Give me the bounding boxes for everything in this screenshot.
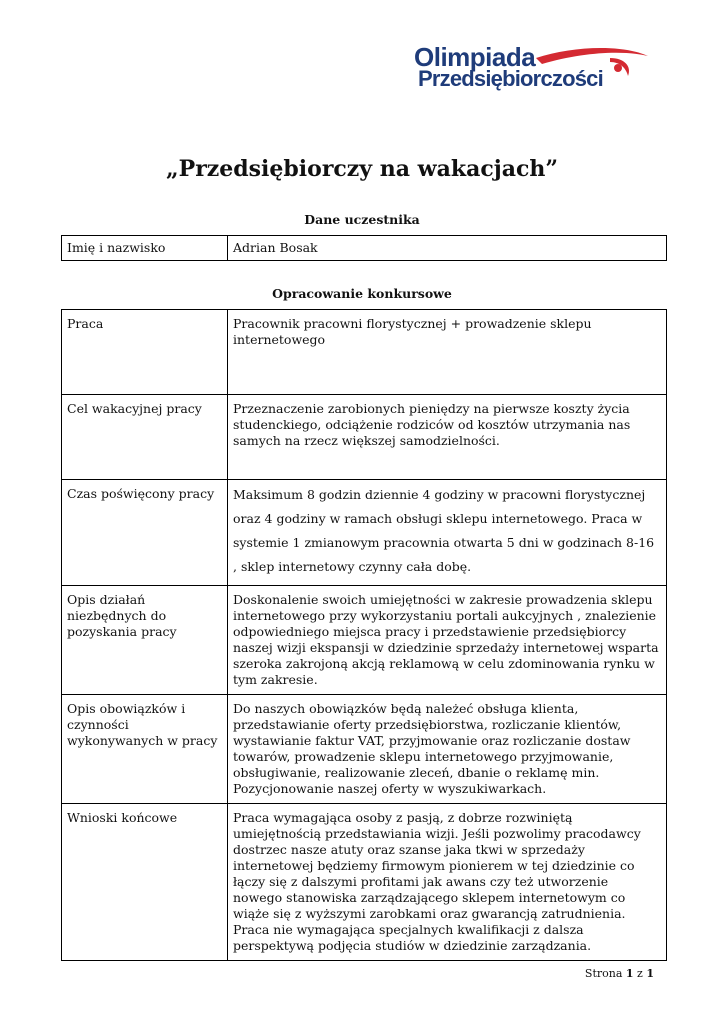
table-row [62,480,667,586]
page-title: „Przedsiębiorczy na wakacjach” [166,156,558,182]
table-row [62,695,667,804]
table-row [62,236,667,261]
table-row [62,310,667,395]
contest-table [61,309,667,961]
footer-sep: z [637,967,643,980]
table-row [62,804,667,961]
contest-heading: Opracowanie konkursowe [272,286,452,301]
row-value-opis-dzialan: Doskonalenie swoich umiejętności w zakresie prowadzenia sklepu internetowego przy wykorzystaniu portali aukcyjnych , znalezienie odpowiedniego miejsca pracy i przedstawienie przedsiębiorcy naszej wizji ekspansji w dziedzinie sprzedaży internetowej wsparta szeroka zakrojoną akcją reklamową w celu zdominowania rynku w tym zakresie. [228,586,667,695]
footer-total: 1 [646,967,654,980]
row-label-cel: Cel wakacyjnej pracy [62,395,228,480]
logo-text-line1: Olimpiada [414,42,536,72]
row-value-czas: Maksimum 8 godzin dziennie 4 godziny w pracowni florystycznej oraz 4 godziny w ramach obsługi sklepu internetowego. Praca w systemie 1 zmianowym pracownia otwarta 5 dni w godzinach 8-16 , sklep internetowy czynny cała dobę. [228,480,667,586]
logo-text-line2: Przedsiębiorczości [418,66,603,91]
participant-table [61,235,667,261]
participant-label: Imię i nazwisko [62,236,228,261]
participant-heading: Dane uczestnika [304,212,420,227]
row-label-praca: Praca [62,310,228,395]
row-value-praca: Pracownik pracowni florystycznej + prowadzenie sklepu internetowego [228,310,667,395]
participant-value: Adrian Bosak [228,236,667,261]
footer-prefix: Strona [584,967,623,980]
row-label-czas: Czas poświęcony pracy [62,480,228,586]
page-footer [585,967,654,980]
row-label-opis-dzialan: Opis działań niezbędnych do pozyskania pracy [62,586,228,695]
row-label-wnioski: Wnioski końcowe [62,804,228,961]
footer-page: 1 [625,967,634,980]
row-value-wnioski: Praca wymagająca osoby z pasją, z dobrze rozwiniętą umiejętnością przedstawiania wizji. Jeśli pozwolimy pracodawcy dostrzec nasze atuty oraz szanse jaka tkwi w sprzedaży internetowej będziemy firmowym pionierem w tej dziedzinie co łączy się z dalszymi profitami jak awans czy też utworzenie nowego stanowiska zarządzającego sklepem internetowym co wiąże się z wyższymi zarobkami oraz gwarancją zatrudnienia. Praca nie wymagająca specjalnych kwalifikacji z dalsza perspektywą podjęcia studiów w dziedzinie zarządzania. [228,804,667,961]
table-row [62,395,667,480]
table-row [62,586,667,695]
row-value-cel: Przeznaczenie zarobionych pieniędzy na pierwsze koszty życia studenckiego, odciążenie rodziców od kosztów utrzymania nas samych na rzecz większej samodzielności. [228,395,667,480]
row-value-obowiazki: Do naszych obowiązków będą należeć obsługa klienta, przedstawianie oferty przedsiębiorstwa, rozliczanie klientów, wystawianie faktur VAT, przyjmowanie oraz rozliczanie dostaw towarów, prowadzenie sklepu internetowego przyjmowanie, obsługiwanie, realizowanie zleceń, dbanie o reklamę min. Pozycjonowanie naszej oferty w wyszukiwarkach. [228,695,667,804]
row-label-obowiazki: Opis obowiązków i czynności wykonywanych w pracy [62,695,228,804]
olimpiada-logo [412,40,648,98]
